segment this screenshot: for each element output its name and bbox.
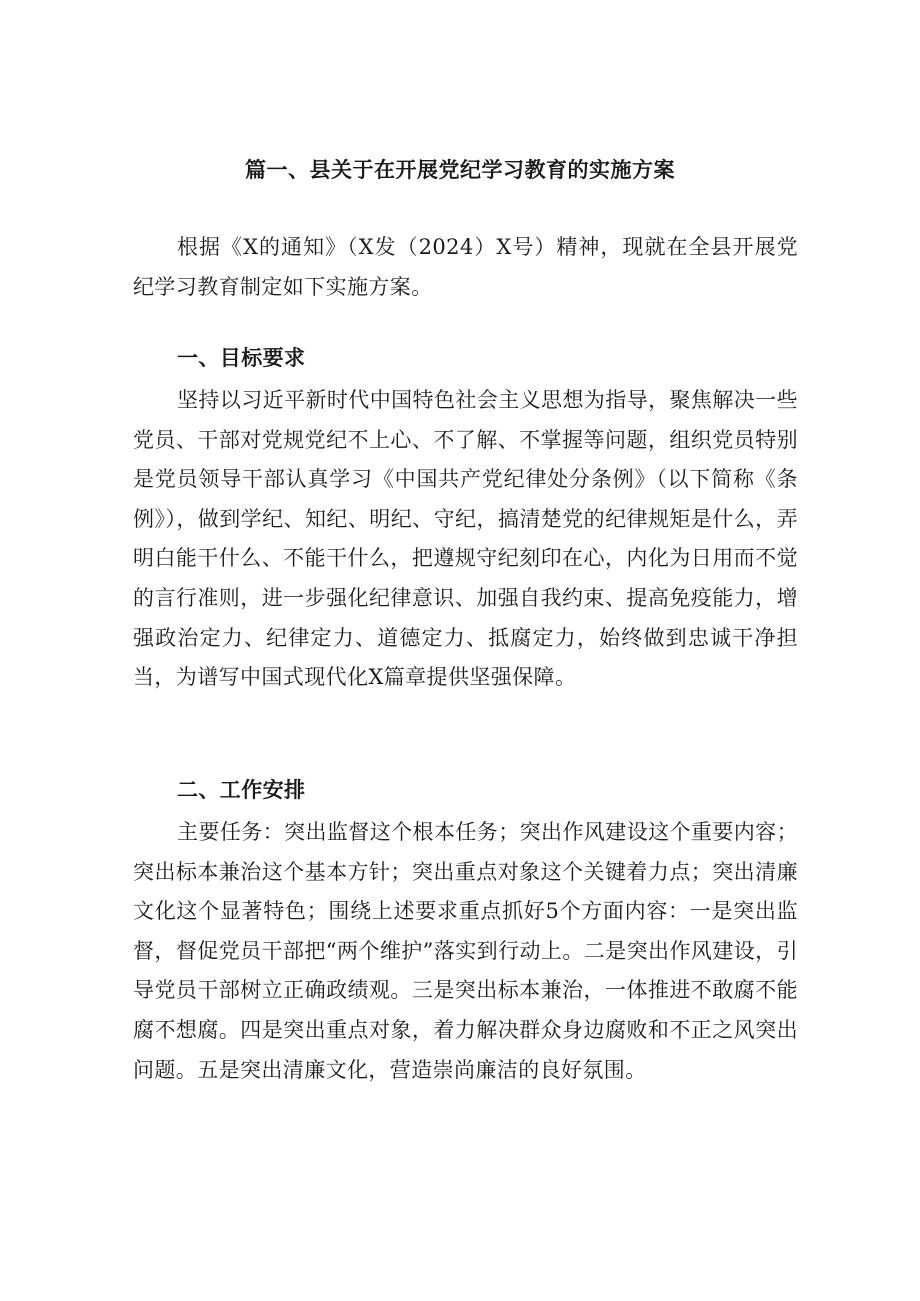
section-paragraph-arrangement: 主要任务：突出监督这个根本任务；突出作风建设这个重要内容；突出标本兼治这个基本方针；突出重点对象这个关键着力点；突出清廉文化这个显著特色；围绕上述要求重点抓好5个方面内容：一是突出监督，督促党员干部把“两个维护”落实到行动上。二是突出作风建设，引导党员干部树立正确政绩观。三是突出标本兼治，一体推进不敢腐不能腐不想腐。四是突出重点对象，着力解决群众身边腐败和不正之风突出问题。五是突出清廉文化，营造崇尚廉洁的良好氛围。 [133,820,798,1082]
document-title: 篇一、县关于在开展党纪学习教育的实施方案 [245,157,675,182]
section-heading-goals: 一、目标要求 [177,346,306,370]
section-2-heading-block [133,771,798,811]
section-paragraph-goals: 坚持以习近平新时代中国特色社会主义思想为指导，聚焦解决一些党员、干部对党规党纪不上心、不了解、不掌握等问题，组织党员特别是党员领导干部认真学习《中国共产党纪律处分条例》（以下简称《条例》），做到学纪、知纪、明纪、守纪，搞清楚党的纪律规矩是什么，弄明白能干什么、不能干什么，把遵规守纪刻印在心，内化为日用而不觉的言行准则，进一步强化纪律意识、加强自我约束、提高免疫能力，增强政治定力、纪律定力、道德定力、抵腐定力，始终做到忠诚干净担当，为谱写中国式现代化X篇章提供坚强保障。 [133,388,798,690]
intro-paragraph: 根据《X的通知》（X发（2024）X号）精神，现就在全县开展党纪学习教育制定如下实施方案。 [133,235,798,299]
section-1-body-block [133,381,798,698]
section-2-body-block [133,813,798,1090]
intro-block [133,228,798,307]
section-1-heading-block [133,339,798,379]
section-heading-arrangement: 二、工作安排 [177,778,306,802]
